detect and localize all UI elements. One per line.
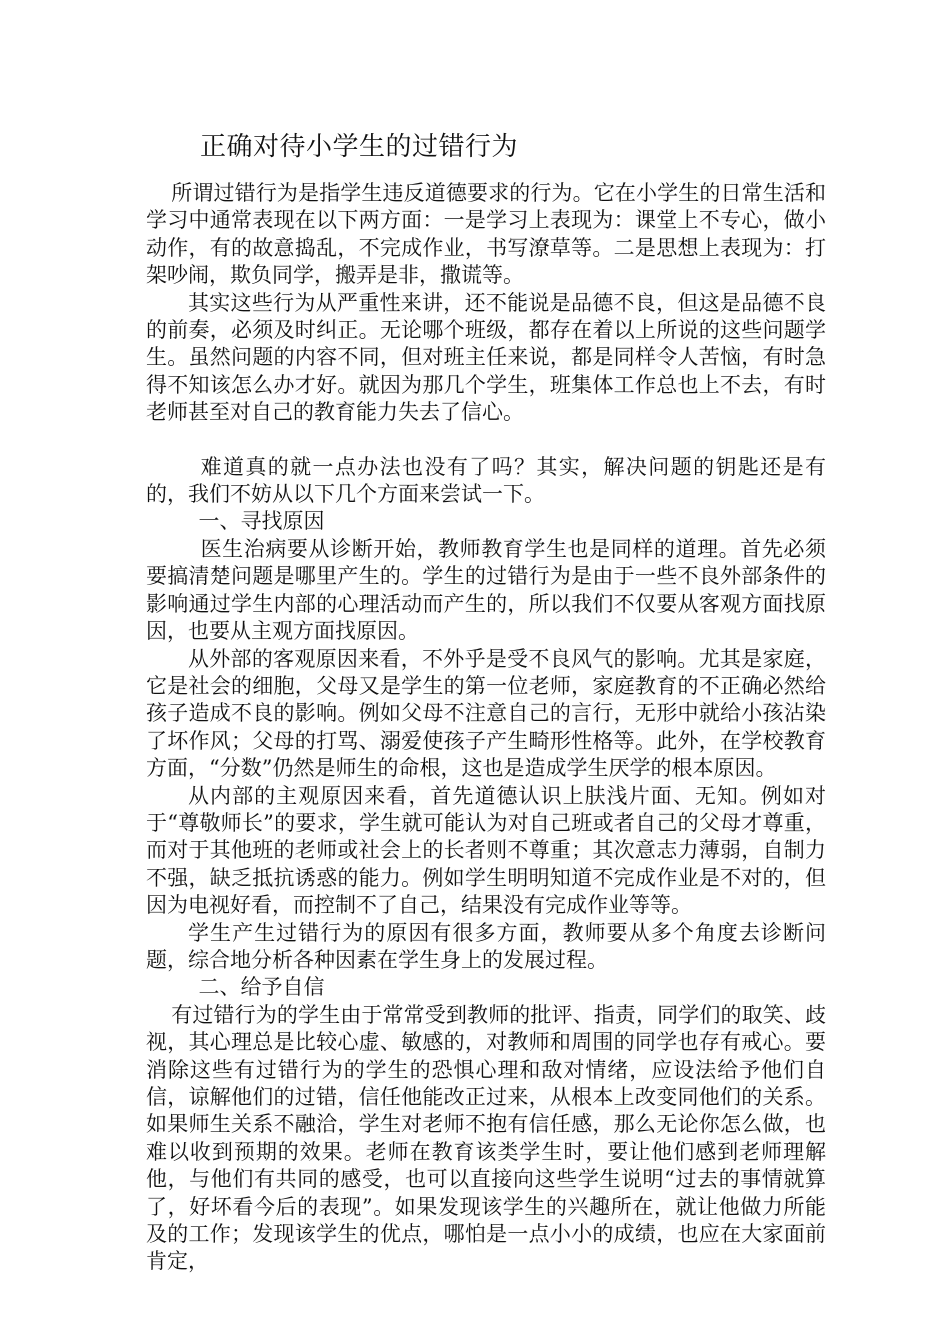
section-heading-find-causes: 一、寻找原因: [198, 509, 325, 534]
paragraph-definition: 所谓过错行为是指学生违反道德要求的行为。它在小学生的日常生活和学习中通常表现在以下两方面：一是学习上表现为：课堂上不专心，做小动作，有的故意捣乱，不完成作业，书写潦草等。二是思想上表现为：打架吵闹，欺负同学，搬弄是非，撒谎等。: [146, 181, 826, 288]
paragraph-spacer: [146, 427, 826, 454]
paragraph-intro-question: 难道真的就一点办法也没有了吗？其实，解决问题的钥匙还是有的，我们不妨从以下几个方面来尝试一下。: [146, 454, 826, 507]
paragraph-internal-causes: 从内部的主观原因来看，首先道德认识上肤浅片面、无知。例如对于“尊敬师长”的要求，学生就可能认为对自己班或者自己的父母才尊重，而对于其他班的老师或社会上的长者则不尊重；其次意志力薄弱，自制力不强，缺乏抵抗诱惑的能力。例如学生明明知道不完成作业是不对的，但因为电视好看，而控制不了自己，结果没有完成作业等等。: [146, 783, 826, 918]
section-heading-give-confidence: 二、给予自信: [198, 975, 325, 1000]
document-title: 正确对待小学生的过错行为: [200, 132, 519, 162]
paragraph-confidence: 有过错行为的学生由于常常受到教师的批评、指责，同学们的取笑、歧视，其心理总是比较心虚、敏感的，对教师和周围的同学也存有戒心。要消除这些有过错行为的学生的恐惧心理和敌对情绪，应设法给予他们自信，谅解他们的过错，信任他能改正过来，从根本上改变同他们的关系。如果师生关系不融洽，学生对老师不抱有信任感，那么无论你怎么做，也难以收到预期的效果。老师在教育该类学生时，要让他们感到老师理解他，与他们有共同的感受，也可以直接向这些学生说明“过去的事情就算了，好坏看今后的表现”。如果发现该学生的兴趣所在，就让他做力所能及的工作；发现该学生的优点，哪怕是一点小小的成绩，也应在大家面前肯定，: [146, 1002, 826, 1274]
paragraph-external-causes: 从外部的客观原因来看，不外乎是受不良风气的影响。尤其是家庭，它是社会的细胞，父母又是学生的第一位老师，家庭教育的不正确必然给孩子造成不良的影响。例如父母不注意自己的言行，无形中就给小孩沾染了坏作风；父母的打骂、溺爱使孩子产生畸形性格等。此外，在学校教育方面，“分数”仍然是师生的命根，这也是造成学生厌学的根本原因。: [146, 646, 826, 781]
paragraph-diagnosis: 医生治病要从诊断开始，教师教育学生也是同样的道理。首先必须要搞清楚问题是哪里产生的。学生的过错行为是由于一些不良外部条件的影响通过学生内部的心理活动而产生的，所以我们不仅要从客观方面找原因，也要从主观方面找原因。: [146, 536, 826, 644]
paragraph-severity: 其实这些行为从严重性来讲，还不能说是品德不良，但这是品德不良的前奏，必须及时纠正。无论哪个班级，都存在着以上所说的这些问题学生。虽然问题的内容不同，但对班主任来说，都是同样令人苦恼，有时急得不知该怎么办才好。就因为那几个学生，班集体工作总也上不去，有时老师甚至对自己的教育能力失去了信心。: [146, 290, 826, 425]
paragraph-causes-summary: 学生产生过错行为的原因有很多方面，教师要从多个角度去诊断问题，综合地分析各种因素在学生身上的发展过程。: [146, 920, 826, 972]
document-page: [146, 128, 826, 1276]
